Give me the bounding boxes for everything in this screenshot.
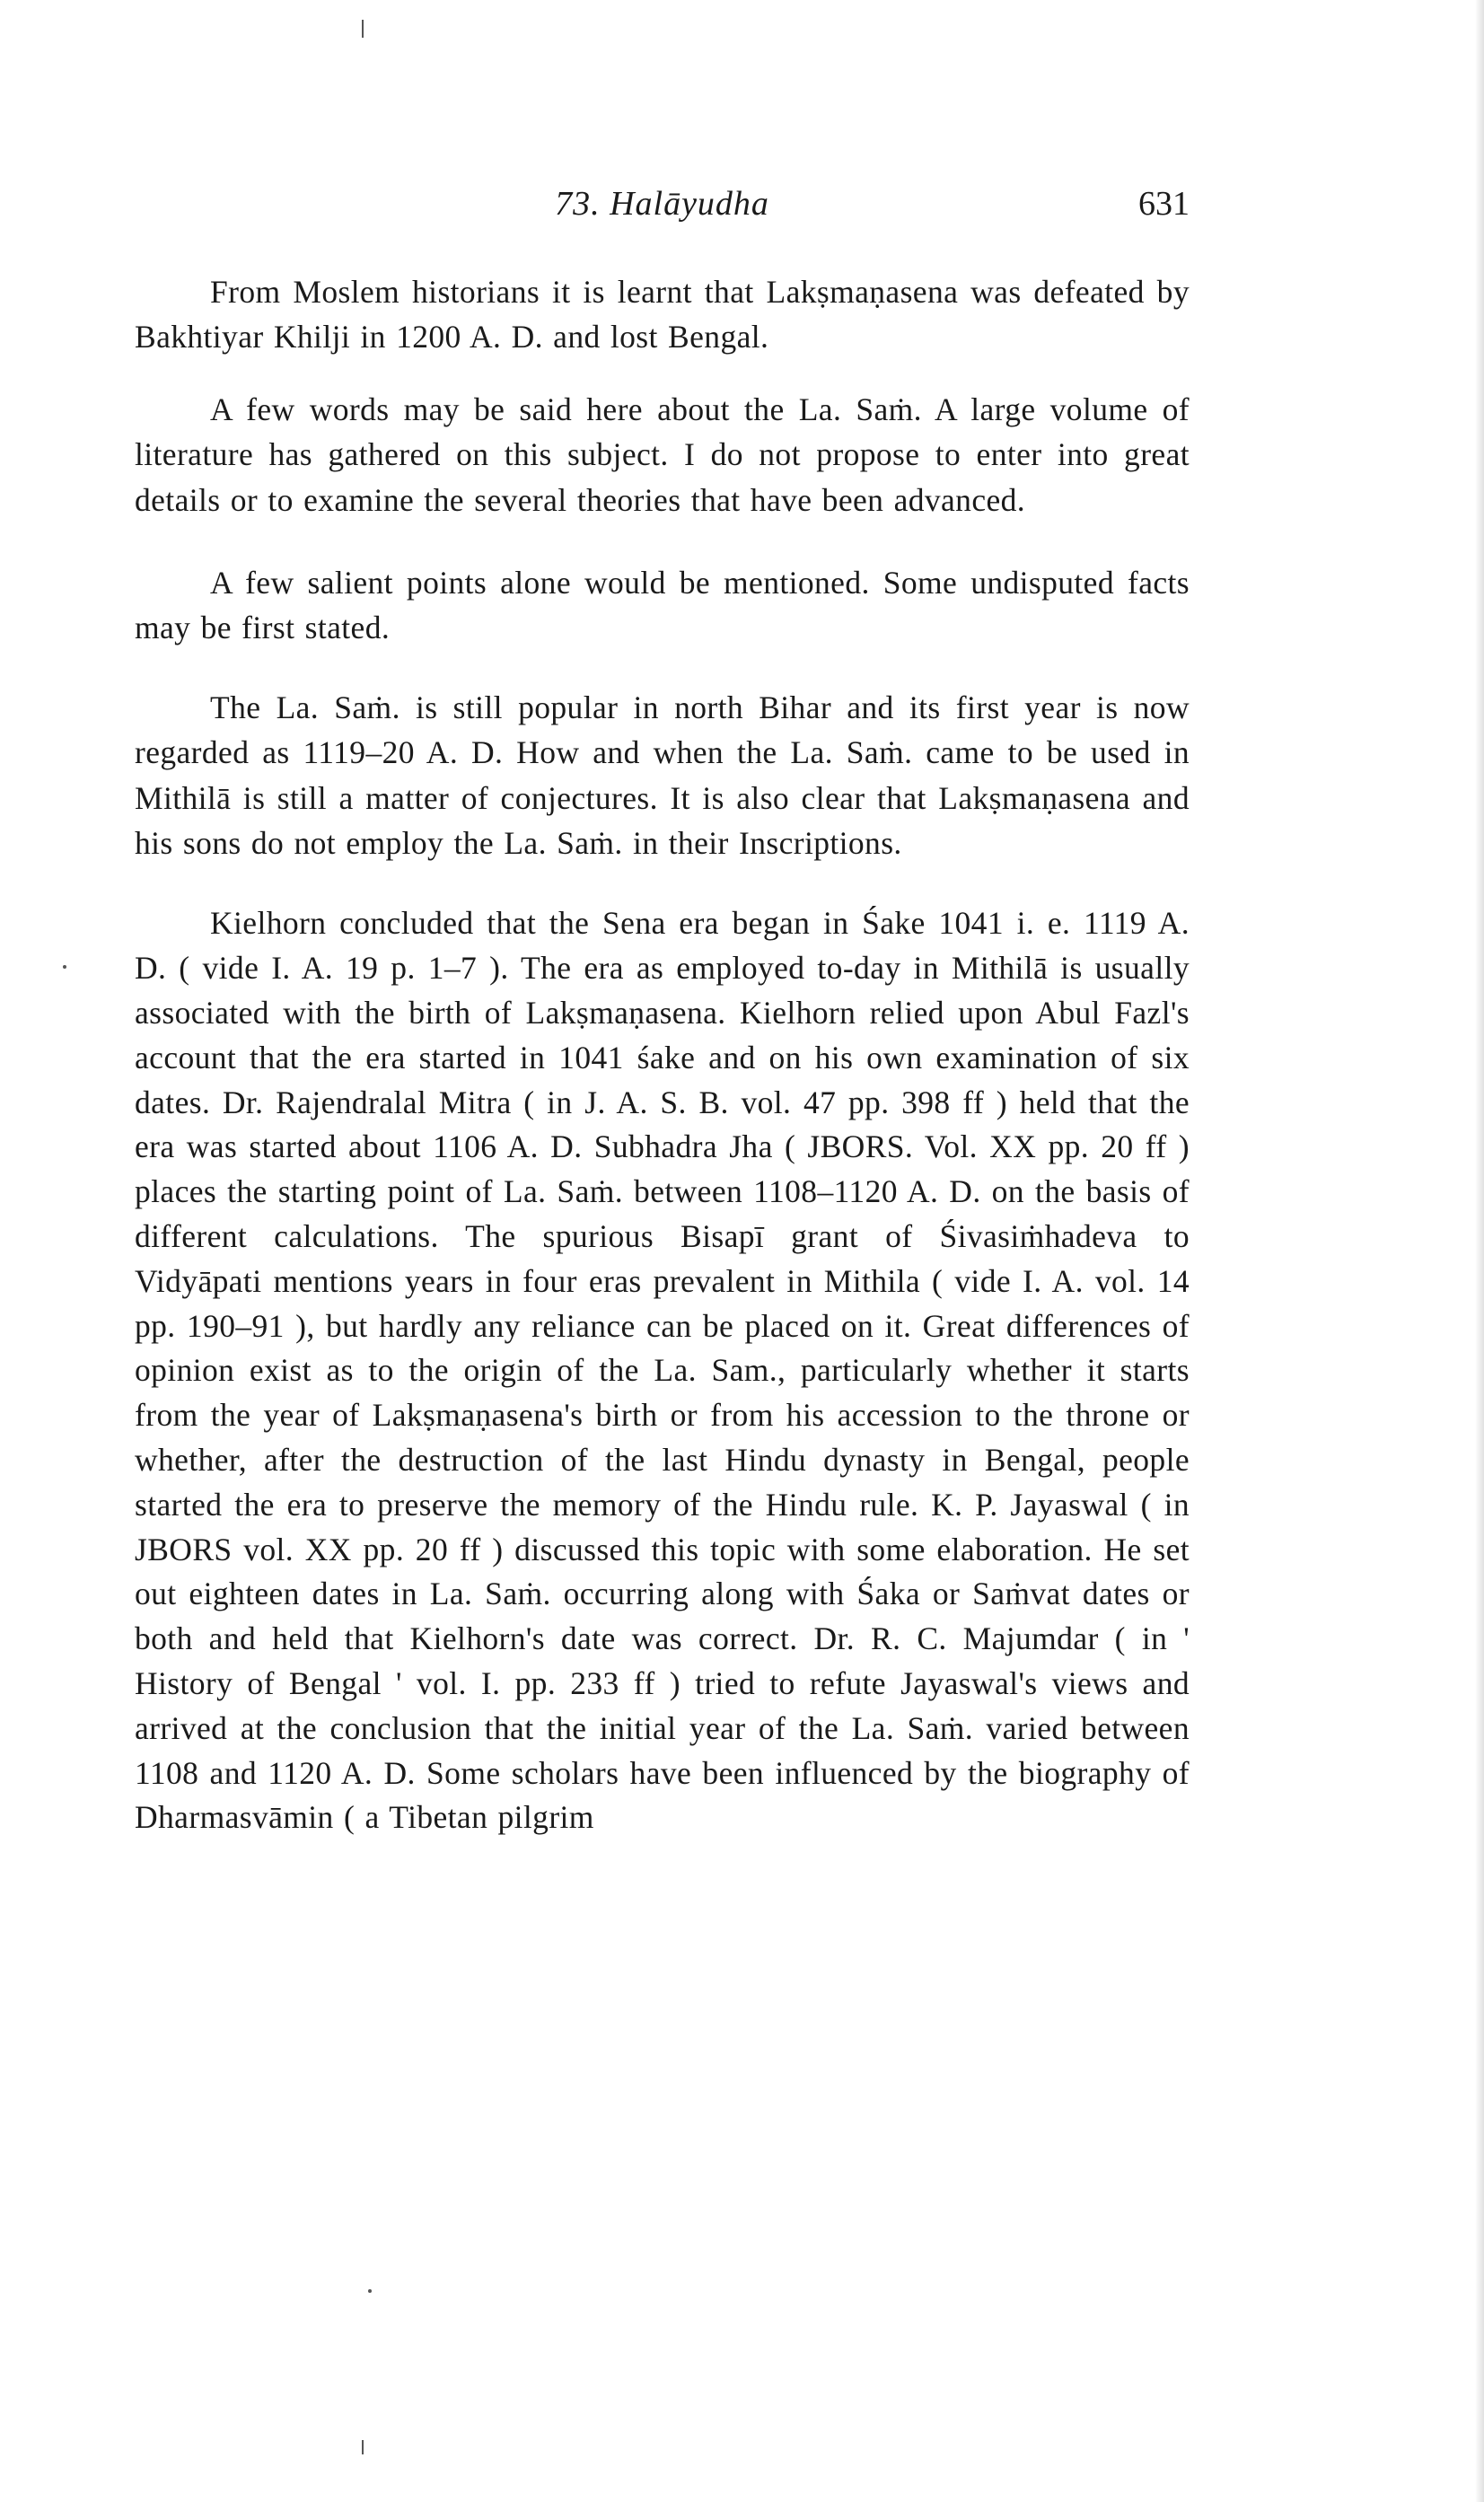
- scan-speck: [362, 20, 364, 38]
- paragraph: Kielhorn concluded that the Sena era began in Śake 1041 i. e. 1119 A. D. ( vide I. A. 19 p. 1–7 ). The era as employed to-day in Mithilā is usually associated with the birth of Lakṣmaṇasena. Kielhorn relied upon Abul Fazl's account that the era started in 1041 śake and on his own examination of six dates. Dr. Rajendralal Mitra ( in J. A. S. B. vol. 47 pp. 398 ff ) held that the era was started about 1106 A. D. Subhadra Jha ( JBORS. Vol. XX pp. 20 ff ) places the starting point of La. Saṁ. between 1108–1120 A. D. on the basis of different calculations. The spurious Bisapī grant of Śivasiṁhadeva to Vidyāpati mentions years in four eras prevalent in Mithila ( vide I. A. vol. 14 pp. 190–91 ), but hardly any reliance can be placed on it. Great differences of opinion exist as to the origin of the La. Sam., particularly whether it starts from the year of Lakṣmaṇasena's birth or from his accession to the throne or whether, after the destruction of the last Hindu dynasty in Bengal, people started the era to preserve the memory of the Hindu rule. K. P. Jayaswal ( in JBORS vol. XX pp. 20 ff ) discussed this topic with some elaboration. He set out eighteen dates in La. Saṁ. occurring along with Śaka or Saṁvat dates or both and held that Kielhorn's date was correct. Dr. R. C. Majumdar ( in ' History of Bengal ' vol. I. pp. 233 ff ) tried to refute Jayaswal's views and arrived at the conclusion that the initial year of the La. Saṁ. varied between 1108 and 1120 A. D. Some scholars have been influenced by the biography of Dharmasvāmin ( a Tibetan pilgrim: [135, 905, 1190, 1836]
- paragraph: A few words may be said here about the La. Saṁ. A large volume of literature has gathered on this subject. I do not propose to enter into great details or to examine the several theories that have been advanced.: [135, 391, 1190, 518]
- scan-speck: [63, 965, 66, 969]
- page-edge-shadow: [1475, 0, 1484, 2502]
- paragraph: A few salient points alone would be mentioned. Some undisputed facts may be first stated.: [135, 565, 1190, 646]
- scan-speck: [368, 2289, 372, 2293]
- running-title: 73. Halāyudha: [555, 185, 769, 223]
- running-head: [135, 184, 1190, 238]
- scan-speck: [362, 2440, 364, 2454]
- paragraph: The La. Saṁ. is still popular in north Bihar and its first year is now regarded as 1119–20 A. D. How and when the La. Saṁ. came to be used in Mithilā is still a matter of conjectures. It is also clear that Lakṣmaṇasena and his sons do not employ the La. Saṁ. in their Inscriptions.: [135, 689, 1190, 862]
- body-text: [135, 269, 1190, 1840]
- paragraph: From Moslem historians it is learnt that Lakṣmaṇasena was defeated by Bakhtiyar Khilji in 1200 A. D. and lost Bengal.: [135, 274, 1190, 356]
- page-number: 631: [1138, 185, 1190, 223]
